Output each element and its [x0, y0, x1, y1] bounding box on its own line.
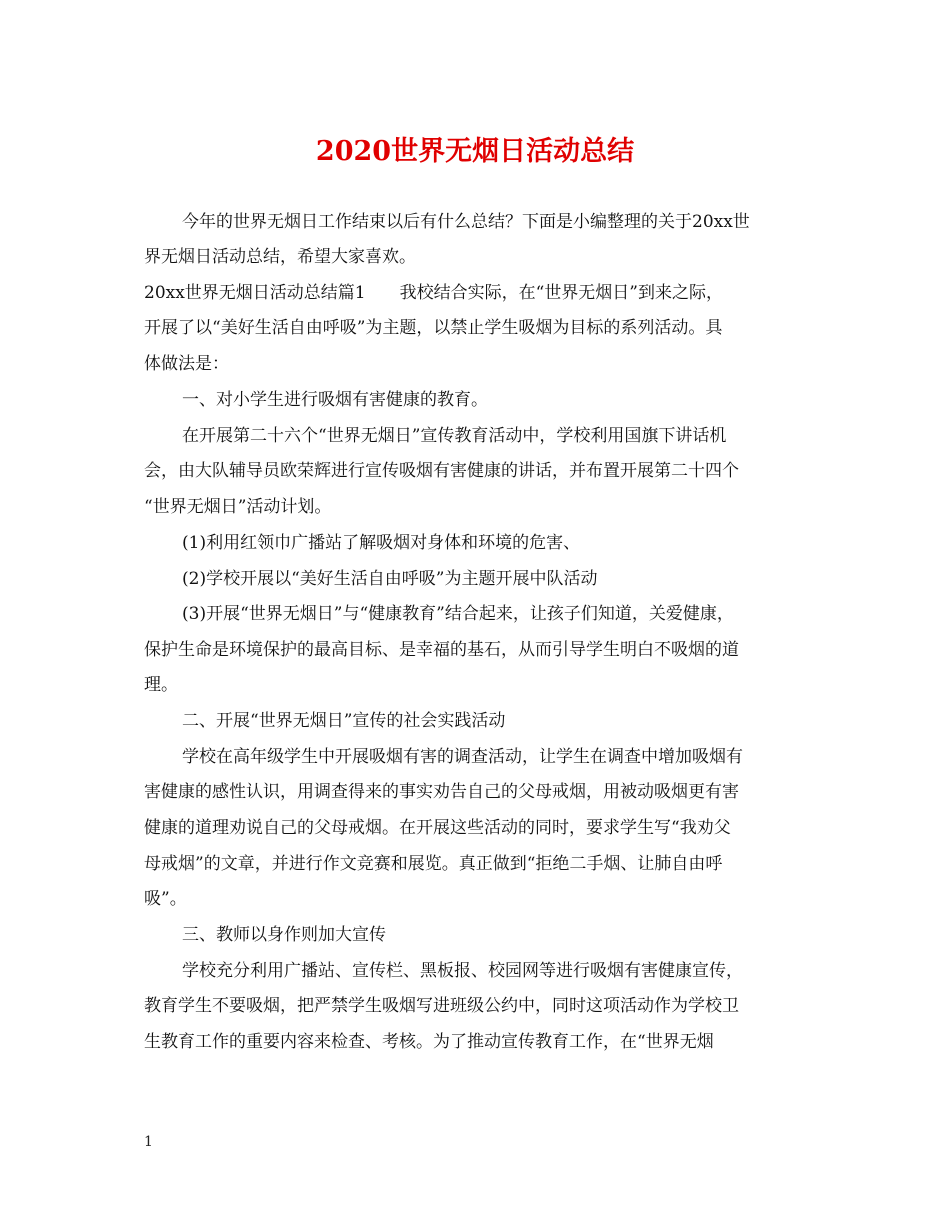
- list-item: (1)利用红领巾广播站了解吸烟对身体和环境的危害、: [182, 533, 581, 553]
- paragraph-line: “世界无烟日”活动计划。: [144, 497, 332, 517]
- paragraph-line: 开展了以“美好生活自由呼吸”为主题，以禁止学生吸烟为目标的系列活动。具: [144, 318, 723, 338]
- paragraph-line: 生教育工作的重要内容来检查、考核。为了推动宣传教育工作，在“世界无烟: [144, 1032, 714, 1052]
- list-item: (2)学校开展以“美好生活自由呼吸”为主题开展中队活动: [182, 569, 598, 589]
- section-heading: 一、对小学生进行吸烟有害健康的教育。: [182, 390, 488, 410]
- paragraph-line: 在开展第二十六个“世界无烟日”宣传教育活动中，学校利用国旗下讲话机: [182, 426, 727, 446]
- section-heading: 二、开展“世界无烟日”宣传的社会实践活动: [182, 711, 506, 731]
- paragraph-line: 20xx世界无烟日活动总结篇1 我校结合实际，在“世界无烟日”到来之际，: [144, 283, 724, 303]
- list-item: (3)开展“世界无烟日”与“健康教育”结合起来，让孩子们知道，关爱健康，: [182, 604, 734, 624]
- paragraph-line: 保护生命是环境保护的最高目标、是幸福的基石，从而引导学生明白不吸烟的道: [144, 640, 739, 660]
- paragraph-line: 教育学生不要吸烟，把严禁学生吸烟写进班级公约中，同时这项活动作为学校卫: [144, 996, 739, 1016]
- paragraph-line: 母戒烟”的文章，并进行作文竞赛和展览。真正做到“拒绝二手烟、让肺自由呼: [144, 854, 723, 874]
- paragraph-line: 害健康的感性认识，用调查得来的事实劝告自己的父母戒烟，用被动吸烟更有害: [144, 782, 739, 802]
- paragraph-line: 体做法是：: [144, 354, 229, 374]
- paragraph-line: 吸”。: [144, 889, 187, 909]
- section-heading: 三、教师以身作则加大宣传: [182, 925, 386, 945]
- paragraph-line: 界无烟日活动总结，希望大家喜欢。: [144, 247, 416, 267]
- paragraph-line: 学校充分利用广播站、宣传栏、黑板报、校园网等进行吸烟有害健康宣传，: [182, 961, 743, 981]
- paragraph-line: 会，由大队辅导员欧荣辉进行宣传吸烟有害健康的讲话，并布置开展第二十四个: [144, 461, 739, 481]
- paragraph-line: 今年的世界无烟日工作结束以后有什么总结？下面是小编整理的关于20xx世: [182, 212, 750, 232]
- paragraph-line: 学校在高年级学生中开展吸烟有害的调查活动，让学生在调查中增加吸烟有: [182, 747, 743, 767]
- paragraph-line: 理。: [144, 675, 178, 695]
- document-title: 2020世界无烟日活动总结: [315, 136, 635, 167]
- paragraph-line: 健康的道理劝说自己的父母戒烟。在开展这些活动的同时，要求学生写“我劝父: [144, 818, 731, 838]
- page-number: 1: [144, 1134, 153, 1150]
